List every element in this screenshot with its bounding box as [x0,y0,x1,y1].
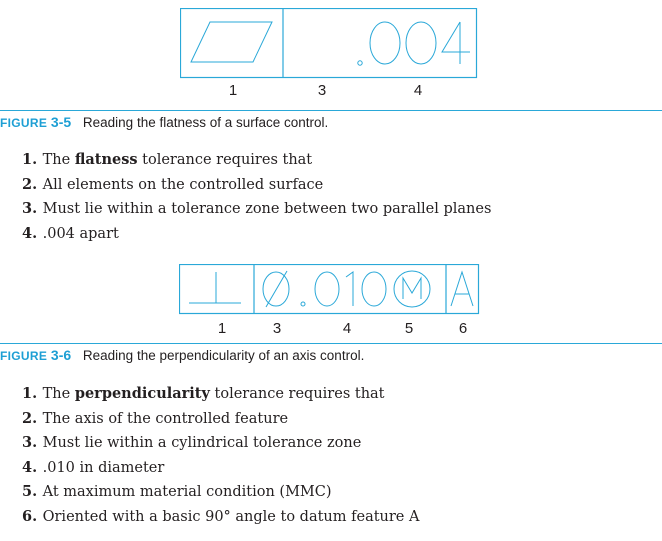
list-item: 5. At maximum material condition (MMC) [22,483,332,501]
callout-1: 1 [217,320,227,337]
flatness-icon [191,22,272,62]
figure-3-6-rule [0,343,662,344]
list-item: 6. Oriented with a basic 90° angle to datum feature A [22,507,420,525]
callout-4: 4 [413,82,423,99]
datum-a-letter [451,272,473,306]
list-item: 2. All elements on the controlled surface [22,175,324,193]
list-item: 3. Must lie within a tolerance zone between two parallel planes [22,200,492,218]
callout-6: 6 [458,320,468,337]
figure-3-6-caption [0,347,364,363]
flatness-steps-list [22,148,491,246]
list-item: 1. The flatness tolerance requires that [22,151,313,168]
figure-3-5-caption [0,114,328,130]
caption-text: Reading the flatness of a surface control. [82,115,329,130]
list-item: 4. .010 in diameter [22,458,165,476]
mmc-modifier-icon [394,271,430,307]
diameter-icon [263,271,289,307]
figure-number: 3-5 [50,114,72,130]
perpendicularity-icon [189,272,241,303]
figure-number: 3-6 [50,347,72,363]
callout-3: 3 [317,82,327,99]
figure-label: FIGURE [0,116,48,130]
list-item: 2. The axis of the controlled feature [22,409,289,427]
callout-3: 3 [272,320,282,337]
callout-4: 4 [342,320,352,337]
perpendicularity-feature-control-frame [179,264,481,318]
figure-3-5-rule [0,110,662,111]
perpendicularity-steps-list [22,382,419,530]
list-item: 1. The perpendicularity tolerance requires that [22,385,385,402]
caption-text: Reading the perpendicularity of an axis control. [82,348,365,363]
list-item: 4. .004 apart [22,224,119,242]
figure-label: FIGURE [0,349,48,363]
callout-5: 5 [404,320,414,337]
flatness-feature-control-frame [180,8,480,80]
callout-1: 1 [228,82,238,99]
list-item: 3. Must lie within a cylindrical tolerance zone [22,434,362,452]
